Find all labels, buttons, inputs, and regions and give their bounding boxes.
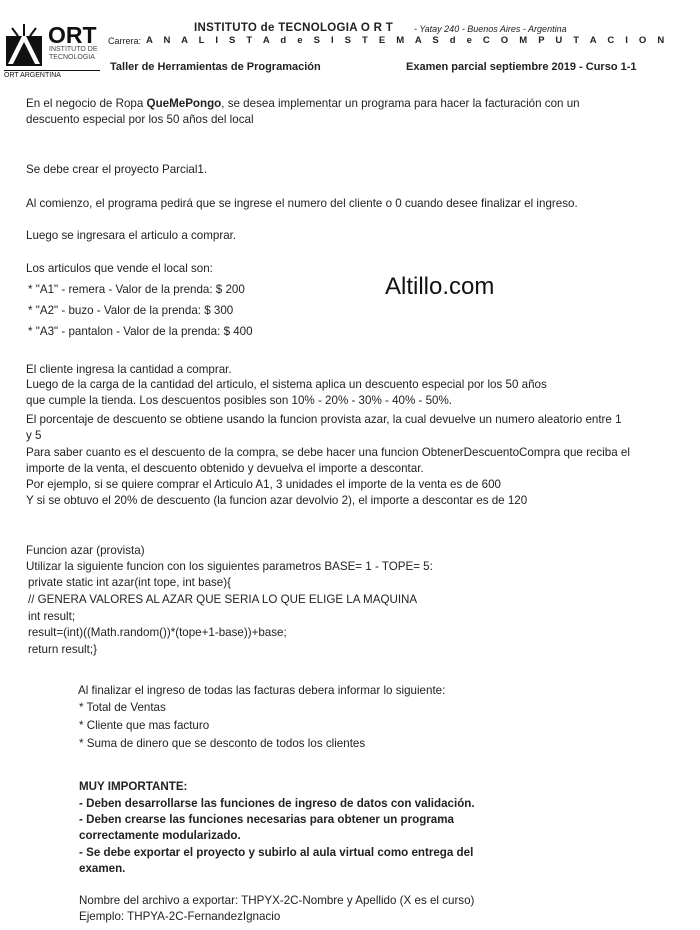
- report-item: * Cliente que mas facturo: [79, 719, 210, 732]
- paragraph-line: Por ejemplo, si se quiere comprar el Articulo A1, 3 unidades el importe de la venta es de 600: [26, 478, 501, 491]
- items-intro: Los articulos que vende el local son:: [26, 262, 213, 275]
- code-line: int result;: [28, 610, 76, 623]
- export-example: Ejemplo: THPYA-2C-FernandezIgnacio: [79, 910, 281, 923]
- code-line: Funcion azar (provista): [26, 544, 145, 557]
- code-line: return result;}: [28, 643, 97, 656]
- item-line: * "A3" - pantalon - Valor de la prenda: $ 400: [28, 325, 253, 338]
- important-line: correctamente modularizado.: [79, 829, 241, 842]
- export-filename: Nombre del archivo a exportar: THPYX-2C-Nombre y Apellido (X es el curso): [79, 894, 475, 907]
- paragraph-line: que cumple la tienda. Los descuentos posibles son 10% - 20% - 30% - 40% - 50%.: [26, 394, 452, 407]
- paragraph-line: Y si se obtuvo el 20% de descuento (la funcion azar devolvio 2), el importe a descontar es de 120: [26, 494, 528, 507]
- store-name: QueMePongo: [146, 97, 222, 110]
- logo-subtext-line-2: TECNOLOGIA: [49, 54, 95, 61]
- subject-title: Taller de Herramientas de Programación: [110, 61, 321, 73]
- intro-text-c: , se desea implementar un programa para hacer la facturación con un: [221, 97, 580, 110]
- logo-subtext-line-1: INSTITUTO DE: [49, 46, 98, 53]
- logo-wordmark: ORT: [48, 22, 97, 48]
- exam-title: Examen parcial septiembre 2019 - Curso 1-1: [406, 61, 637, 73]
- code-line: result=(int)((Math.random())*(tope+1-base))+base;: [28, 626, 287, 639]
- code-line: // GENERA VALORES AL AZAR QUE SERIA LO QUE ELIGE LA MAQUINA: [28, 593, 418, 606]
- intro-text-a: En el negocio de Ropa: [26, 97, 147, 110]
- paragraph-line: importe de la venta, el descuento obtenido y devuelva el importe a descontar.: [26, 462, 424, 475]
- paragraph-line: El porcentaje de descuento se obtiene usando la funcion provista azar, la cual devuelve un numero aleatorio entre 1: [26, 413, 622, 426]
- code-line: Utilizar la siguiente funcion con los siguientes parametros BASE= 1 - TOPE= 5:: [26, 560, 433, 573]
- important-line: examen.: [79, 862, 126, 875]
- item-line: * "A2" - buzo - Valor de la prenda: $ 300: [28, 304, 234, 317]
- report-item: * Suma de dinero que se desconto de todos los clientes: [79, 737, 366, 750]
- important-line: - Deben desarrollarse las funciones de ingreso de datos con validación.: [79, 797, 475, 810]
- article-paragraph: Luego se ingresara el articulo a comprar.: [26, 229, 237, 242]
- intro-line-2: descuento especial por los 50 años del local: [26, 113, 254, 126]
- institute-address: - Yatay 240 - Buenos Aires - Argentina: [414, 24, 567, 34]
- important-heading: MUY IMPORTANTE:: [79, 780, 188, 793]
- item-line: * "A1" - remera - Valor de la prenda: $ 200: [28, 283, 245, 296]
- career-label: Carrera:: [108, 36, 142, 46]
- watermark: Altillo.com: [385, 273, 495, 300]
- career-name: A N A L I S T A d e S I S T E M A S d e C O M P U T A C I O N: [146, 35, 669, 46]
- logo-country: ORT ARGENTINA: [4, 70, 100, 79]
- paragraph-line: El cliente ingresa la cantidad a comprar.: [26, 363, 232, 376]
- paragraph-line: Luego de la carga de la cantidad del articulo, el sistema aplica un descuento especial por los 50 años: [26, 378, 547, 391]
- institute-name: INSTITUTO de TECNOLOGIA O R T: [194, 22, 394, 34]
- important-line: - Deben crearse las funciones necesarias para obtener un programa: [79, 813, 455, 826]
- logo-subtext: [49, 46, 97, 62]
- project-paragraph: Se debe crear el proyecto Parcial1.: [26, 163, 208, 176]
- paragraph-line: y 5: [26, 429, 42, 442]
- paragraph-line: Para saber cuanto es el descuento de la compra, se debe hacer una funcion ObtenerDescuentoCompra que reciba el: [26, 446, 630, 459]
- report-intro: Al finalizar el ingreso de todas las facturas debera informar lo siguiente:: [78, 684, 446, 697]
- important-line: - Se debe exportar el proyecto y subirlo al aula virtual como entrega del: [79, 846, 474, 859]
- start-paragraph: Al comienzo, el programa pedirá que se ingrese el numero del cliente o 0 cuando desee finalizar el ingreso.: [26, 197, 578, 210]
- intro-line-1: [26, 96, 580, 111]
- code-line: private static int azar(int tope, int base){: [28, 576, 231, 589]
- report-item: * Total de Ventas: [79, 701, 166, 714]
